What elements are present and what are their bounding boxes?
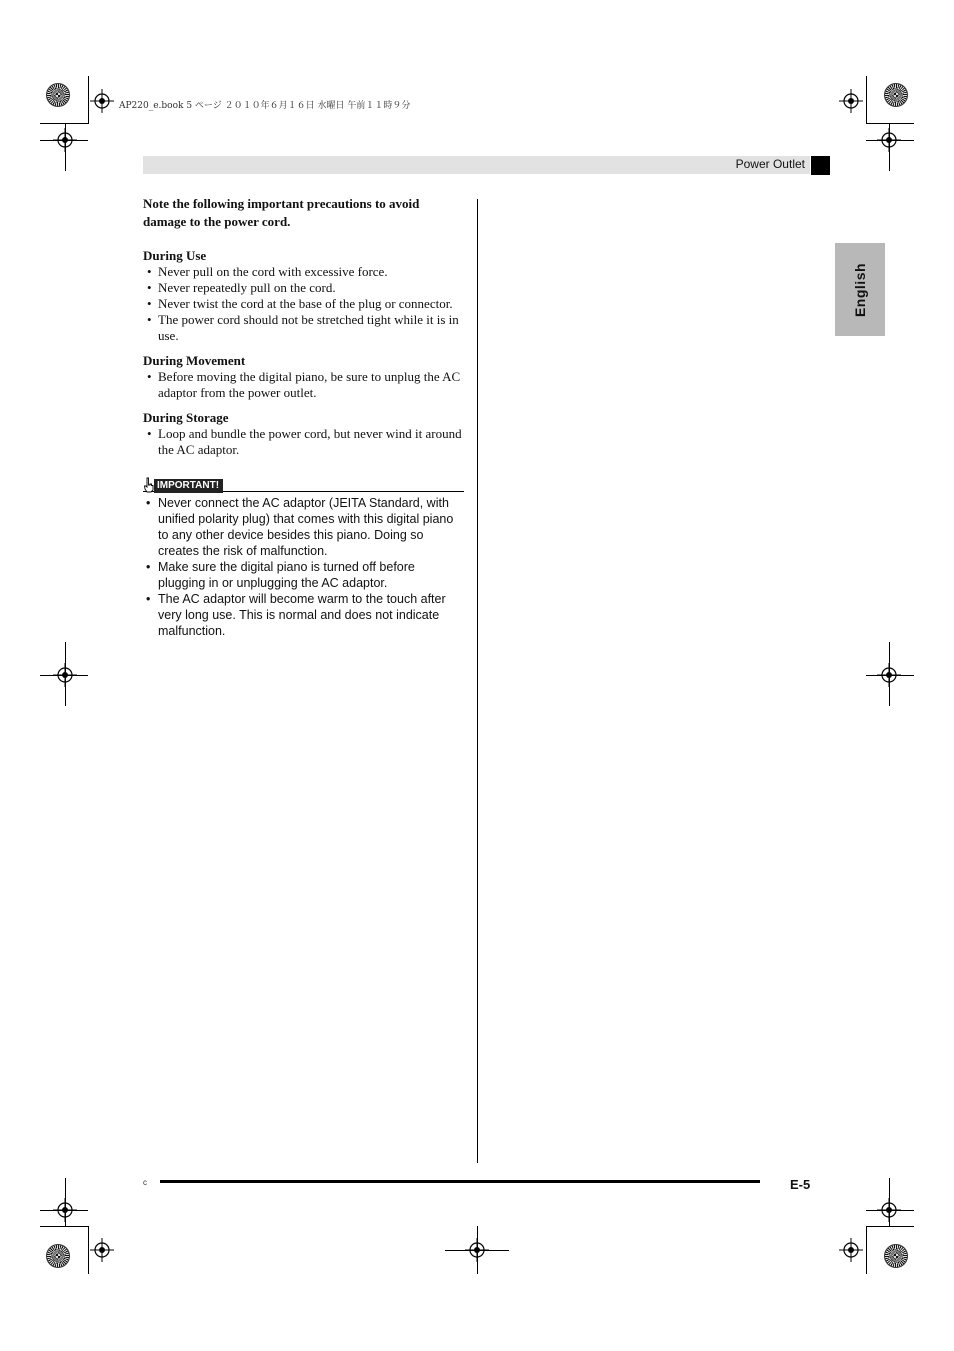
main-content — [143, 195, 463, 639]
during-storage-list — [143, 426, 463, 458]
list-item: • Make sure the digital piano is turned off before plugging in or unplugging the AC adaptor. — [143, 559, 463, 591]
footer-rule — [160, 1180, 760, 1183]
crop-mark — [477, 1226, 478, 1274]
intro-paragraph: Note the following important precautions to avoid damage to the power cord. — [143, 196, 420, 229]
crop-mark — [866, 675, 914, 676]
print-header: AP220_e.book 5 ページ ２０１０年６月１６日 水曜日 午前１１時９分 — [119, 101, 411, 111]
crop-mark — [866, 1210, 914, 1211]
crop-mark — [866, 76, 867, 124]
during-movement-list — [143, 369, 463, 401]
list-item: • Never twist the cord at the base of the plug or connector. — [143, 296, 463, 312]
crop-mark — [40, 1210, 88, 1211]
registration-target-icon — [839, 89, 863, 113]
column-divider — [477, 199, 478, 1163]
list-item: • Loop and bundle the power cord, but never wind it around the AC adaptor. — [143, 426, 463, 458]
crop-mark — [40, 675, 88, 676]
registration-target-icon — [90, 89, 114, 113]
language-tab-label: English — [852, 262, 868, 317]
crop-mark — [889, 642, 890, 706]
registration-target-icon — [90, 1238, 114, 1262]
important-list — [143, 495, 463, 639]
list-item: • Never connect the AC adaptor (JEITA Standard, with unified polarity plug) that comes with this digital piano to any other device besides this piano. Doing so creates the risk of malfunction. — [143, 495, 463, 559]
page-number: E-5 — [790, 1177, 811, 1192]
language-tab-label-wrap — [835, 243, 885, 336]
color-target-icon — [46, 1244, 70, 1268]
crop-mark — [65, 642, 66, 706]
crop-mark — [866, 140, 914, 141]
crop-mark — [40, 123, 88, 124]
registration-target-icon — [839, 1238, 863, 1262]
color-target-icon — [884, 83, 908, 107]
crop-mark — [88, 1226, 89, 1274]
crop-mark — [866, 1226, 867, 1274]
list-item: • The power cord should not be stretched tight while it is in use. — [143, 312, 463, 344]
crop-mark — [866, 123, 914, 124]
list-item: • Before moving the digital piano, be sure to unplug the AC adaptor from the power outlet. — [143, 369, 463, 401]
list-item: • Never pull on the cord with excessive force. — [143, 264, 463, 280]
color-target-icon — [46, 83, 70, 107]
crop-mark — [88, 76, 89, 124]
heading-during-movement: During Movement — [143, 353, 246, 368]
heading-during-storage: During Storage — [143, 410, 229, 425]
list-item: • The AC adaptor will become warm to the touch after very long use. This is normal and does not indicate malfunction. — [143, 591, 463, 639]
footer-mark: c — [143, 1178, 147, 1187]
crop-mark — [866, 1226, 914, 1227]
list-item: • Never repeatedly pull on the cord. — [143, 280, 463, 296]
crop-mark — [40, 140, 88, 141]
important-header — [143, 475, 463, 493]
section-marker-block — [811, 156, 830, 175]
crop-mark — [65, 1178, 66, 1226]
during-use-list — [143, 264, 463, 344]
heading-during-use: During Use — [143, 248, 207, 263]
important-label: IMPORTANT! — [154, 479, 223, 493]
crop-mark — [889, 1178, 890, 1226]
section-title: Power Outlet — [735, 157, 805, 171]
color-target-icon — [884, 1244, 908, 1268]
crop-mark — [40, 1226, 88, 1227]
section-header-band — [143, 156, 810, 174]
